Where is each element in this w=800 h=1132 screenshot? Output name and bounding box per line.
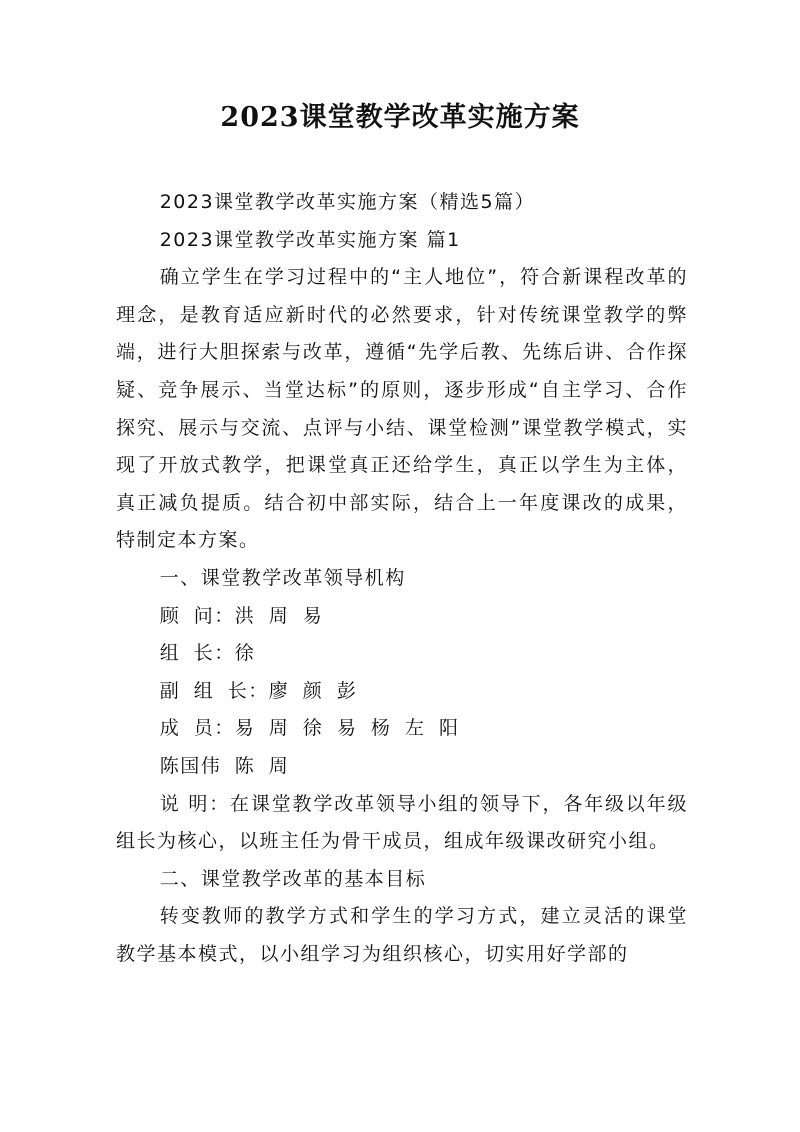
document-body <box>116 184 688 973</box>
document-subtitle: 2023课堂教学改革实施方案（精选5篇） <box>159 191 536 213</box>
leader-line: 组 长：徐 <box>159 642 256 665</box>
heading-basic-goals: 二、课堂教学改革的基本目标 <box>159 867 427 890</box>
goals-paragraph: 转变教师的教学方式和学生的学习方式，建立灵活的课堂教学基本模式，以小组学习为组织核心，切实用好学部的 <box>116 905 688 965</box>
deputy-leader-line: 副 组 长：廖 颜 彭 <box>159 679 358 702</box>
heading-leadership-body: 一、课堂教学改革领导机构 <box>159 566 406 589</box>
members-line: 成 员：易 周 徐 易 杨 左 阳 <box>159 717 460 740</box>
section-heading-part-1: 2023课堂教学改革实施方案 篇1 <box>159 228 461 251</box>
advisor-line: 顾 问：洪 周 易 <box>159 604 324 627</box>
document-title: 2023课堂教学改革实施方案 <box>220 102 580 133</box>
note-paragraph: 说 明：在课堂教学改革领导小组的领导下，各年级以年级组长为核心，以班主任为骨干成员，组成年级课改研究小组。 <box>116 792 688 853</box>
members-line-continued: 陈国伟 陈 周 <box>159 754 290 777</box>
intro-paragraph: 确立学生在学习过程中的“主人地位”，符合新课程改革的理念，是教育适应新时代的必然要求，针对传统课堂教学的弊端，进行大胆探索与改革，遵循“先学后教、先练后讲、合作探疑、竞争展示、当堂达标”的原则，逐步形成“自主学习、合作探究、展示与交流、点评与小结、课堂检测”课堂教学模式，实现了开放式教学，把课堂真正还给学生，真正以学生为主体，真正减负提质。结合初中部实际，结合上一年度课改的成果，特制定本方案。 <box>116 266 688 552</box>
